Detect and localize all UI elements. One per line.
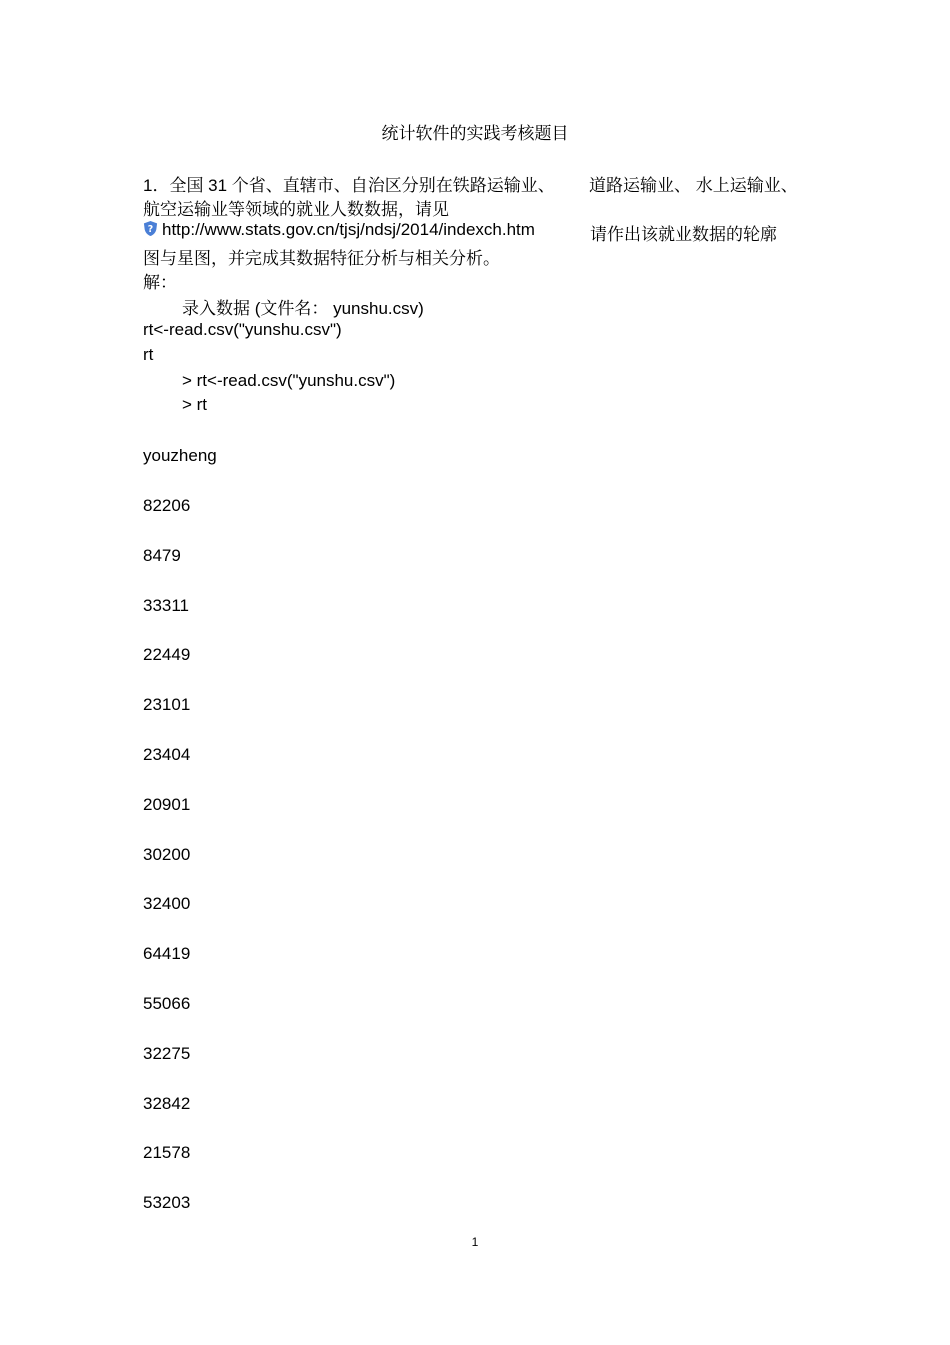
page-number: 1 <box>471 1235 479 1249</box>
table-cell: 82206 <box>143 496 191 515</box>
table-cell: 30200 <box>143 845 191 864</box>
source-link[interactable]: http://www.stats.gov.cn/tjsj/ndsj/2014/indexch.htm <box>162 220 535 239</box>
table-cell: 55066 <box>143 994 191 1013</box>
question-line-3 <box>143 220 777 244</box>
console-line: > rt <box>182 395 208 414</box>
table-cell: 22449 <box>143 645 191 664</box>
question-text: 1．全国 31 个省、直辖市、自治区分别在铁路运输业、 <box>143 176 555 195</box>
table-cell: 32842 <box>143 1094 191 1113</box>
input-note: 录入数据 (文件名： yunshu.csv) <box>182 299 424 318</box>
table-cell: 20901 <box>143 795 191 814</box>
table-cell: 21578 <box>143 1143 191 1162</box>
shield-icon <box>143 220 158 237</box>
column-header: youzheng <box>143 446 217 465</box>
code-line: rt<-read.csv("yunshu.csv") <box>143 320 342 339</box>
table-cell: 53203 <box>143 1193 191 1212</box>
page-title: 统计软件的实践考核题目 <box>381 124 569 143</box>
question-line-1 <box>143 171 798 196</box>
table-cell: 32275 <box>143 1044 191 1063</box>
svg-text:?: ? <box>147 223 154 235</box>
question-text: 请作出该就业数据的轮廓 <box>590 225 777 244</box>
console-line: > rt<-read.csv("yunshu.csv") <box>182 371 396 390</box>
table-cell: 64419 <box>143 944 191 963</box>
question-line-2: 航空运输业等领域的就业人数数据，请见 <box>143 200 449 219</box>
question-text: 道路运输业、 水上运输业、 <box>589 176 798 195</box>
table-cell: 32400 <box>143 894 191 913</box>
code-line: rt <box>143 345 154 364</box>
table-cell: 23404 <box>143 745 191 764</box>
question-line-4: 图与星图，并完成其数据特征分析与相关分析。 <box>143 249 500 268</box>
table-cell: 23101 <box>143 695 191 714</box>
table-cell: 33311 <box>143 596 190 615</box>
table-cell: 8479 <box>143 546 181 565</box>
solution-label: 解： <box>143 273 177 292</box>
